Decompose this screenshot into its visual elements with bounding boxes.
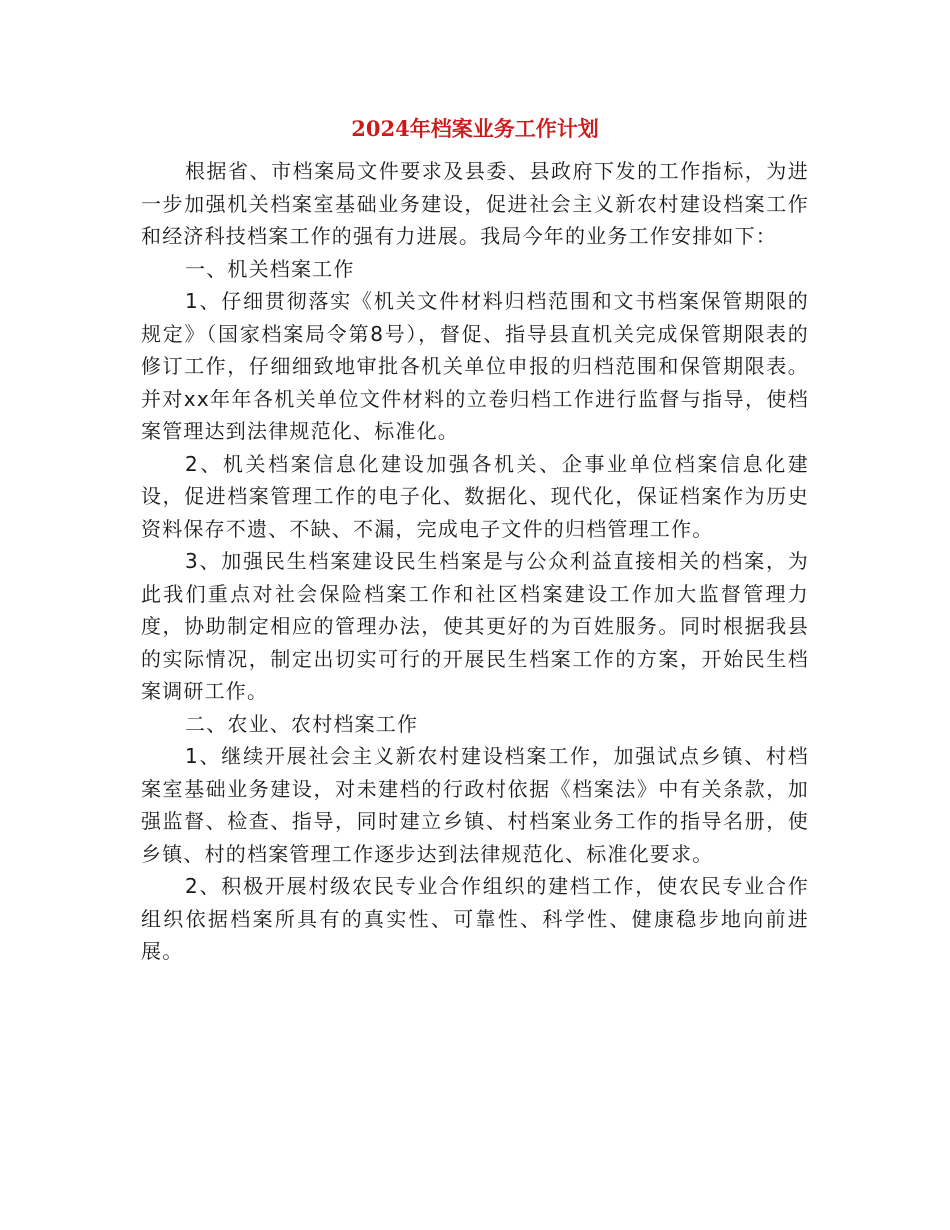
section-heading-rural-archives: 二、农业、农村档案工作 <box>185 711 419 736</box>
paragraph-rural-item-2: 2、积极开展村级农民专业合作组织的建档工作，使农民专业合作组织依据档案所具有的真实性、可靠性、科学性、健康稳步地向前进展。 <box>141 874 809 963</box>
paragraph-agency-item-2: 2、机关档案信息化建设加强各机关、企事业单位档案信息化建设，促进档案管理工作的电子化、数据化、现代化，保证档案作为历史资料保存不遗、不缺、不漏，完成电子文件的归档管理工作。 <box>141 451 809 541</box>
section-heading-agency-archives: 一、机关档案工作 <box>185 256 355 281</box>
paragraph-rural-item-1: 1、继续开展社会主义新农村建设档案工作，加强试点乡镇、村档案室基础业务建设，对未建档的行政村依据《档案法》中有关条款，加强监督、检查、指导，同时建立乡镇、村档案业务工作的指导名册，使乡镇、村的档案管理工作逐步达到法律规范化、标准化要求。 <box>141 744 809 866</box>
paragraph-agency-item-3: 3、加强民生档案建设民生档案是与公众利益直接相关的档案，为此我们重点对社会保险档案工作和社区档案建设工作加大监督管理力度，协助制定相应的管理办法，使其更好的为百姓服务。同时根据我县的实际情况，制定出切实可行的开展民生档案工作的方案，开始民生档案调研工作。 <box>141 549 809 703</box>
document-title: 2024年档案业务工作计划 <box>351 116 599 141</box>
intro-paragraph: 根据省、市档案局文件要求及县委、县政府下发的工作指标，为进一步加强机关档案室基础业务建设，促进社会主义新农村建设档案工作和经济科技档案工作的强有力进展。我局今年的业务工作安排如下： <box>141 159 809 248</box>
paragraph-agency-item-1: 1、仔细贯彻落实《机关文件材料归档范围和文书档案保管期限的规定》（国家档案局令第8号），督促、指导县直机关完成保管期限表的修订工作，仔细细致地审批各机关单位申报的归档范围和保管期限表。并对xx年年各机关单位文件材料的立卷归档工作进行监督与指导，使档案管理达到法律规范化、标准化。 <box>141 289 809 443</box>
document-body <box>141 155 809 968</box>
